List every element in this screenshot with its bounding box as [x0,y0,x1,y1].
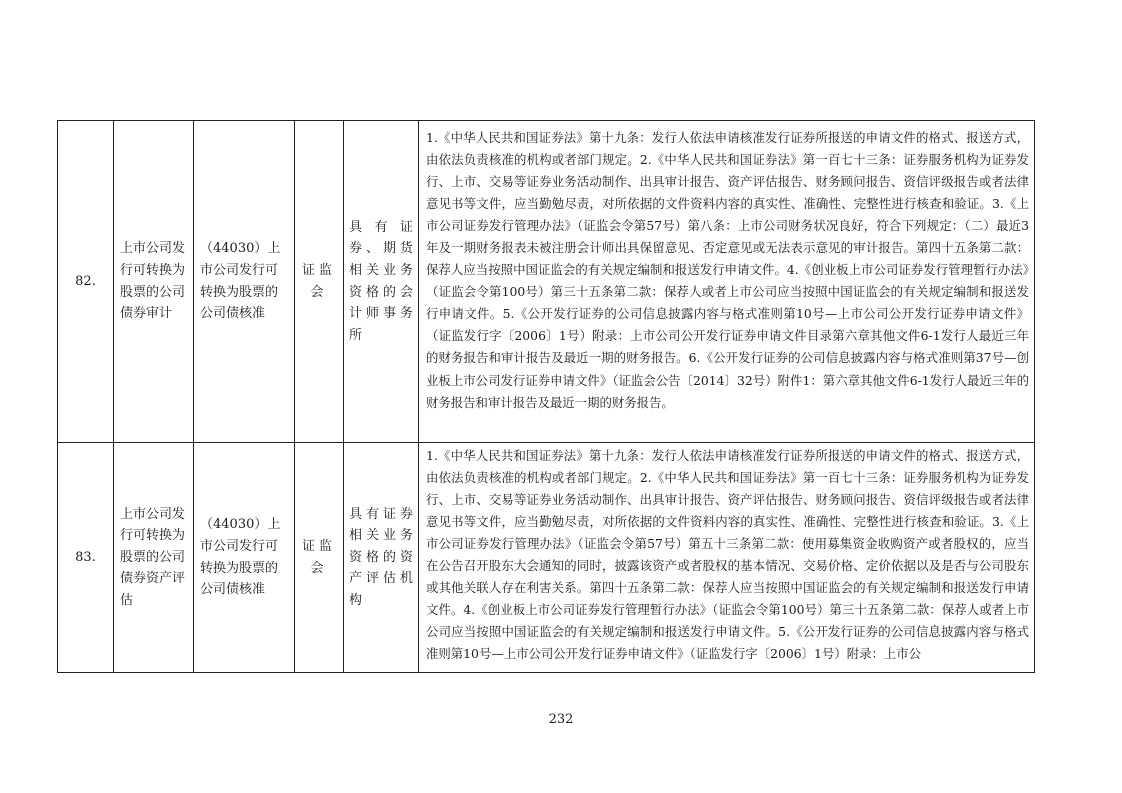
approval-item: （44030）上市公司发行可转换为股票的公司债核准 [194,121,295,443]
row-number: 82. [58,121,114,443]
qualification-conditions: 具有证券相关业务资格的资产评估机构 [344,443,419,673]
department: 证监会 [295,121,344,443]
table-row [58,121,1035,443]
department: 证监会 [295,443,344,673]
row-number: 83. [58,443,114,673]
table-row [58,443,1035,673]
page-number: 232 [548,712,574,727]
service-item-name: 上市公司发行可转换为股票的公司债券资产评估 [114,443,194,673]
legal-basis: 1.《中华人民共和国证券法》第十九条：发行人依法申请核准发行证券所报送的申请文件的格式、报送方式，由依法负责核准的机构或者部门规定。2.《中华人民共和国证券法》第一百七十三条：证券服务机构为证券发行、上市、交易等证券业务活动制作、出具审计报告、资产评估报告、财务顾问报告、资信评级报告或者法律意见书等文件，应当勤勉尽责，对所依据的文件资料内容的真实性、准确性、完整性进行核查和验证。3.《上市公司证券发行管理办法》（证监会令第57号）第五十三条第二款：使用募集资金收购资产或者股权的，应当在公告召开股东大会通知的同时，披露该资产或者股权的基本情况、交易价格、定价依据以及是否与公司股东或其他关联人存在利害关系。第四十五条第二款：保荐人应当按照中国证监会的有关规定编制和报送发行申请文件。4.《创业板上市公司证券发行管理暂行办法》（证监会令第100号）第三十五条第二款：保荐人或者上市公司应当按照中国证监会的有关规定编制和报送发行申请文件。5.《公开发行证券的公司信息披露内容与格式准则第10号—上市公司公开发行证券申请文件》（证监发行字〔2006〕1号）附录：上市公 [419,443,1035,673]
legal-basis: 1.《中华人民共和国证券法》第十九条：发行人依法申请核准发行证券所报送的申请文件的格式、报送方式，由依法负责核准的机构或者部门规定。2.《中华人民共和国证券法》第一百七十三条：证券服务机构为证券发行、上市、交易等证券业务活动制作、出具审计报告、资产评估报告、财务顾问报告、资信评级报告或者法律意见书等文件，应当勤勉尽责，对所依据的文件资料内容的真实性、准确性、完整性进行核查和验证。3.《上市公司证券发行管理办法》（证监会令第57号）第八条：上市公司财务状况良好，符合下列规定：（二）最近3年及一期财务报表未被注册会计师出具保留意见、否定意见或无法表示意见的审计报告。第四十五条第二款：保荐人应当按照中国证监会的有关规定编制和报送发行申请文件。4.《创业板上市公司证券发行管理暂行办法》（证监会令第100号）第三十五条第二款：保荐人或者上市公司应当按照中国证监会的有关规定编制和报送发行申请文件。5.《公开发行证券的公司信息披露内容与格式准则第10号—上市公司公开发行证券申请文件》（证监发行字〔2006〕1号）附录：上市公司公开发行证券申请文件目录第六章其他文件6-1发行人最近三年的财务报告和审计报告及最近一期的财务报告。6.《公开发行证券的公司信息披露内容与格式准则第37号—创业板上市公司发行证券申请文件》（证监会公告〔2014〕32号）附件1：第六章其他文件6-1发行人最近三年的财务报告和审计报告及最近一期的财务报告。 [419,121,1035,443]
service-item-name: 上市公司发行可转换为股票的公司债券审计 [114,121,194,443]
regulation-table [57,120,1035,673]
approval-item: （44030）上市公司发行可转换为股票的公司债核准 [194,443,295,673]
qualification-conditions: 具有证券、期货相关业务资格的会计师事务所 [344,121,419,443]
